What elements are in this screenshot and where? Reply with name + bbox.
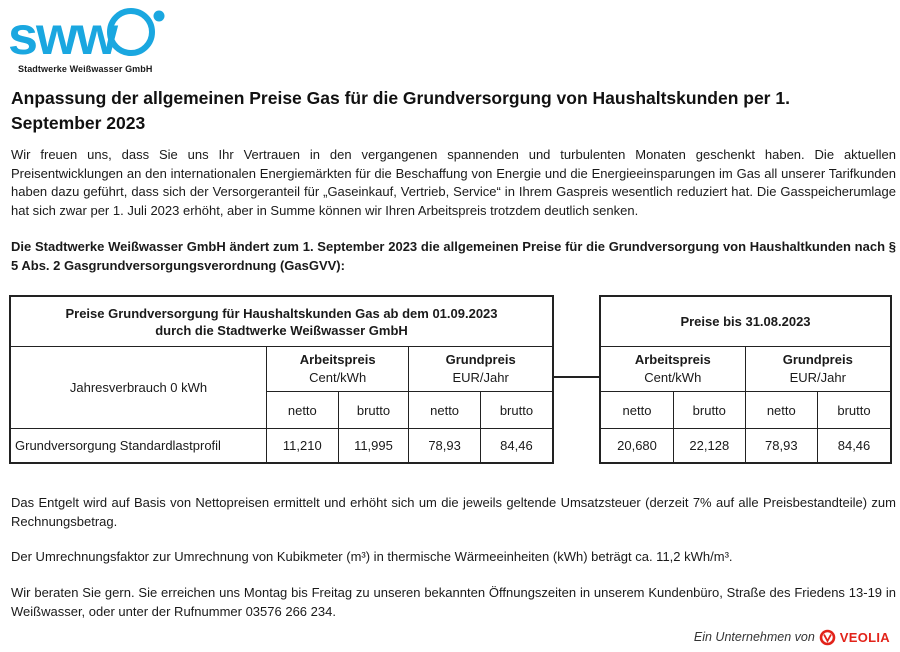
old-prices-header: Preise bis 31.08.2023 [600,296,891,347]
new-arbeitspreis-header [267,347,409,392]
old-arbeitspreis-brutto-label: brutto [674,392,746,429]
old-prices-table [599,295,892,464]
old-arbeitspreis-netto-label: netto [600,392,674,429]
new-arbeitspreis-brutto-value: 11,995 [338,429,409,464]
old-arbeitspreis-header [600,347,745,392]
conversion-note: Der Umrechnungsfaktor zur Umrechnung von Kubikmeter (m³) in thermische Wärmeeinheiten (kWh) beträgt ca. 11,2 kWh/m³. [11,549,733,564]
arbeitspreis-title: Arbeitspreis [299,352,376,367]
logo-letters: sww [8,6,117,64]
contact-note: Wir beraten Sie gern. Sie erreichen uns Montag bis Freitag zu unseren bekannten Öffnungszeiten in unserem Kundenbüro, Straße des Friedens 13-19 in Weißwasser, oder unter der Rufnummer 03576 266 234. [11,585,896,619]
new-grundpreis-header [409,347,553,392]
grundpreis-unit: EUR/Jahr [789,370,846,385]
new-grundpreis-netto-label: netto [409,392,481,429]
veolia-brand: VEOLIA [839,629,890,645]
footer-prefix: Ein Unternehmen von [693,630,815,644]
announcement-paragraph: Die Stadtwerke Weißwasser GmbH ändert zum 1. September 2023 die allgemeinen Preise für die Grundversorgung von Haushaltkunden nach § 5 Abs. 2 Gasgrundversorgungsverordnung (GasGVV): [11,239,896,273]
grundpreis-title: Grundpreis [782,352,853,367]
row-label-standardlastprofil: Grundversorgung Standardlastprofil [10,429,267,464]
company-logo [8,4,170,78]
new-arbeitspreis-netto-label: netto [267,392,339,429]
arbeitspreis-title: Arbeitspreis [634,352,711,367]
arbeitspreis-unit: Cent/kWh [644,370,702,385]
new-grundpreis-brutto-value: 84,46 [480,429,553,464]
old-arbeitspreis-brutto-value: 22,128 [674,429,746,464]
veolia-logo-icon [819,629,836,646]
table-connector-line [554,376,599,378]
old-grundpreis-netto-value: 78,93 [745,429,817,464]
new-arbeitspreis-netto-value: 11,210 [267,429,339,464]
old-grundpreis-brutto-value: 84,46 [818,429,891,464]
old-grundpreis-brutto-label: brutto [818,392,891,429]
grundpreis-title: Grundpreis [445,352,516,367]
page-title: Anpassung der allgemeinen Preise Gas für die Grundversorgung von Haushaltskunden per 1. September 2023 [11,88,790,133]
old-grundpreis-netto-label: netto [745,392,817,429]
company-name: Stadtwerke Weißwasser GmbH [18,64,153,74]
grundpreis-unit: EUR/Jahr [452,370,509,385]
new-prices-table [9,295,554,464]
veolia-footer [694,627,890,647]
old-grundpreis-header [745,347,891,392]
consumption-label: Jahresverbrauch 0 kWh [10,347,267,429]
sww-logo-mark [8,4,170,64]
new-arbeitspreis-brutto-label: brutto [338,392,409,429]
new-grundpreis-netto-value: 78,93 [409,429,481,464]
arbeitspreis-unit: Cent/kWh [309,370,367,385]
old-arbeitspreis-netto-value: 20,680 [600,429,674,464]
new-grundpreis-brutto-label: brutto [480,392,553,429]
new-prices-header: Preise Grundversorgung für Haushaltskunden Gas ab dem 01.09.2023 durch die Stadtwerke Weißwasser GmbH [10,296,553,347]
intro-paragraph: Wir freuen uns, dass Sie uns Ihr Vertrauen in den vergangenen spannenden und turbulenten Monaten geschenkt haben. Die aktuellen Preisentwicklungen an den internationalen Energiemärkten für die Beschaffung von Energie und die Energieeinsparungen im Gas all unserer Tarifkunden haben dazu geführt, dass sich der Versorgeranteil für „Gaseinkauf, Vertrieb, Service“ in Ihrem Gaspreis wesentlich reduziert hat. Die Gasspeicherumlage hat sich zwar per 1. Juli 2023 erhöht, aber in Summe können wir Ihren Arbeitspreis trotzdem deutlich senken. [11,147,896,218]
tax-note: Das Entgelt wird auf Basis von Nettopreisen ermittelt und erhöht sich um die jeweils geltende Umsatzsteuer (derzeit 7% auf alle Preisbestandteile) zum Rechnungsbetrag. [11,495,896,529]
